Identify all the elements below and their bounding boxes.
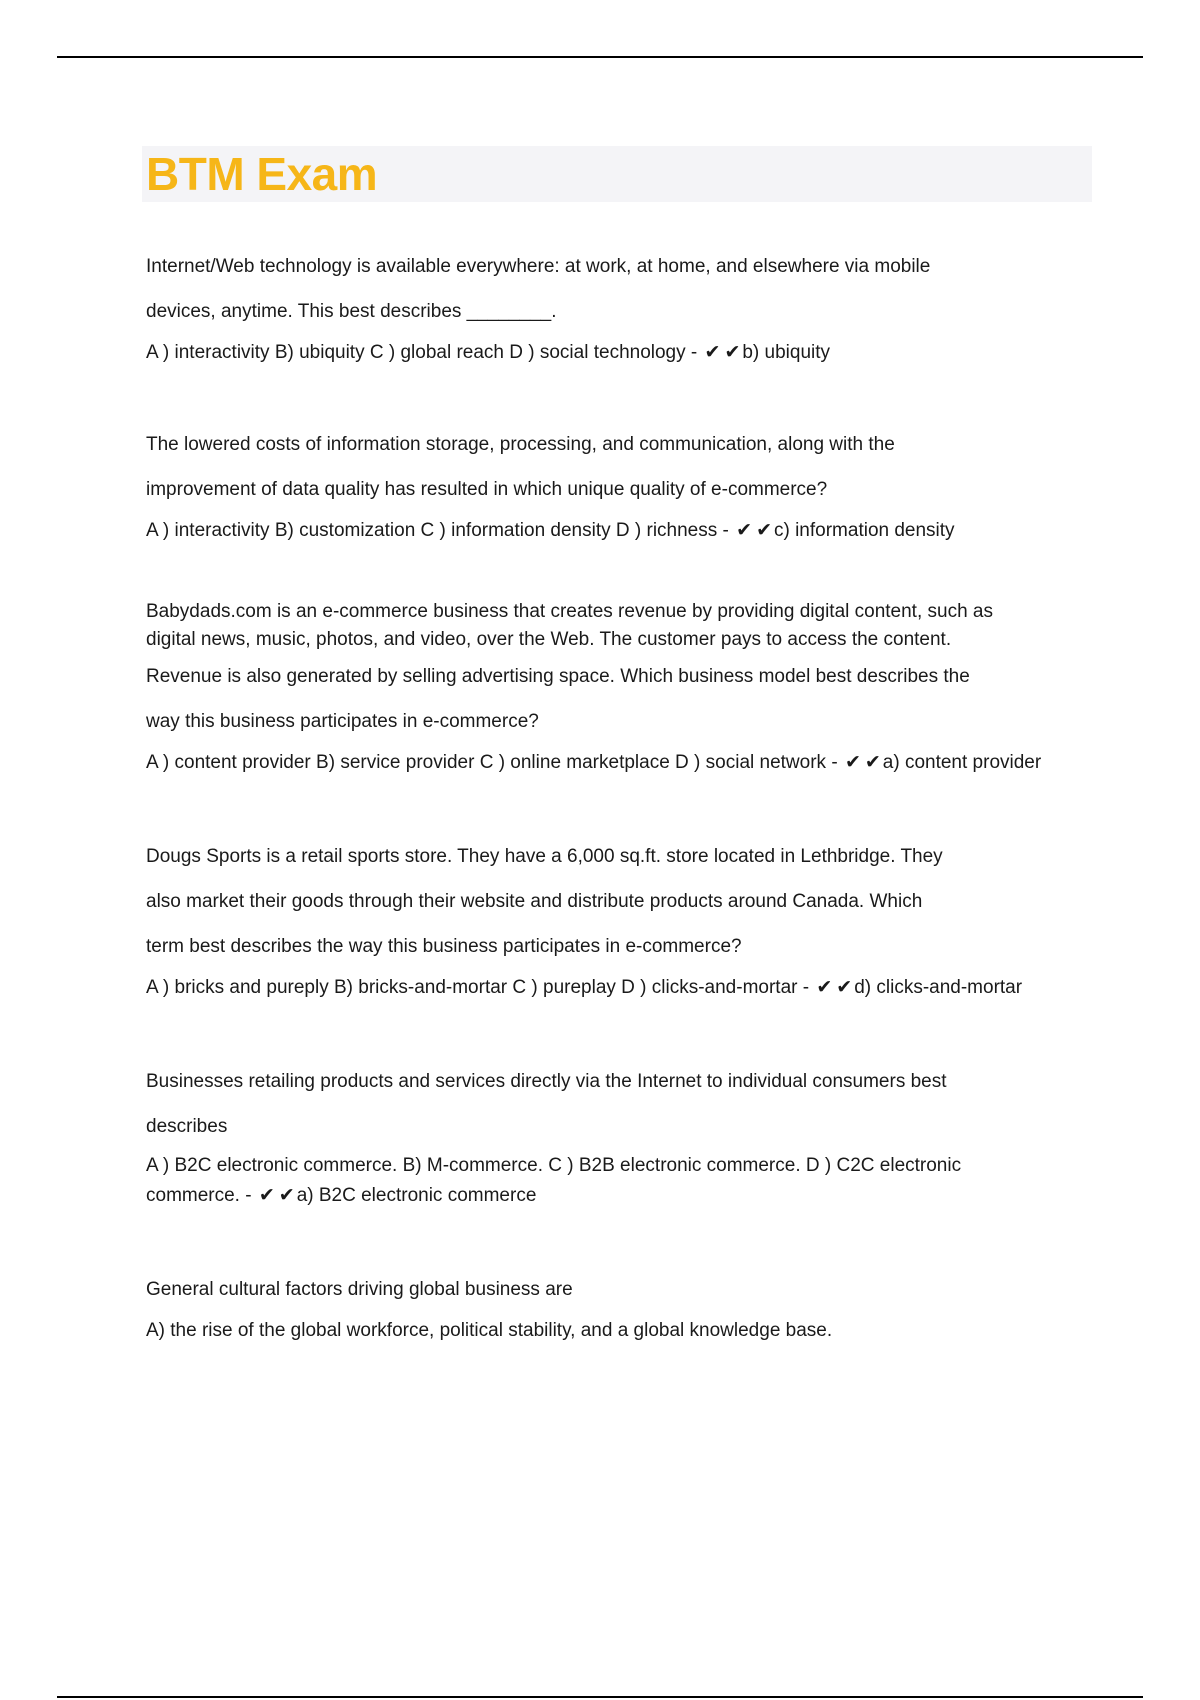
answer-text: d) clicks-and-mortar (854, 977, 1023, 998)
check-icon: ✔ (756, 520, 772, 541)
title-band (142, 146, 1092, 202)
question-line: General cultural factors driving global business are (146, 1279, 573, 1300)
check-icon: ✔ (278, 1185, 295, 1206)
answer-line (146, 516, 1076, 546)
question-block (146, 422, 1076, 546)
answer-line (146, 1151, 1026, 1211)
question-line: The lowered costs of information storage, processing, and communication, along with the (146, 434, 895, 455)
options-text: A ) B2C electronic commerce. B) M-commerce. C ) B2B electronic commerce. D ) C2C electronic commerce. - (146, 1155, 962, 1206)
check-icon: ✔ (724, 342, 741, 363)
question-line: digital news, music, photos, and video, over the Web. The customer pays to access the content. (146, 629, 952, 650)
question-line: devices, anytime. This best describes ________. (146, 301, 557, 322)
question-line: Revenue is also generated by selling advertising space. Which business model best describes the (146, 666, 970, 687)
options-text: A ) bricks and pureply B) bricks-and-mortar C ) pureplay D ) clicks-and-mortar - (146, 977, 810, 998)
page-title: BTM Exam (146, 148, 378, 200)
check-icon: ✔ (736, 520, 753, 541)
check-icon: ✔ (258, 1185, 275, 1206)
question-line: Dougs Sports is a retail sports store. They have a 6,000 sq.ft. store located in Lethbridge. They (146, 846, 943, 867)
check-icon: ✔ (836, 977, 853, 998)
question-block (146, 834, 1076, 1003)
options-text: A ) interactivity B) customization C ) information density D ) richness - (146, 520, 729, 541)
question-line: Babydads.com is an e-commerce business that creates revenue by providing digital content, such as (146, 601, 994, 622)
check-icon: ✔ (864, 752, 881, 773)
question-block (146, 1059, 1076, 1211)
options-text: A ) content provider B) service provider C ) online marketplace D ) social network - (146, 752, 838, 773)
question-line: describes (146, 1116, 228, 1137)
options-text: A ) interactivity B) ubiquity C ) global reach D ) social technology - (146, 342, 698, 363)
check-icon: ✔ (704, 342, 721, 363)
answer-text: b) ubiquity (742, 342, 831, 363)
check-icon: ✔ (844, 752, 861, 773)
answer-line (146, 748, 1066, 778)
question-line: also market their goods through their website and distribute products around Canada. Which (146, 891, 923, 912)
question-line: way this business participates in e-commerce? (146, 711, 539, 732)
answer-line (146, 338, 1076, 368)
answer-line (146, 1316, 1076, 1346)
question-block (146, 244, 1076, 368)
question-block (146, 1267, 1076, 1346)
options-text: A) the rise of the global workforce, political stability, and a global knowledge base. (146, 1320, 833, 1341)
question-line: Internet/Web technology is available everywhere: at work, at home, and elsewhere via mobile (146, 256, 931, 277)
question-line: term best describes the way this business participates in e-commerce? (146, 936, 742, 957)
answer-text: a) content provider (882, 752, 1042, 773)
document-body (146, 244, 1076, 1346)
check-icon: ✔ (816, 977, 833, 998)
question-block (146, 598, 1076, 778)
question-line: Businesses retailing products and services directly via the Internet to individual consumers best (146, 1071, 947, 1092)
top-rule (57, 56, 1143, 58)
answer-text: a) B2C electronic commerce (296, 1185, 537, 1206)
answer-line (146, 973, 1046, 1003)
answer-text: c) information density (773, 520, 955, 541)
bottom-rule (57, 1696, 1143, 1698)
question-line: improvement of data quality has resulted in which unique quality of e-commerce? (146, 479, 828, 500)
